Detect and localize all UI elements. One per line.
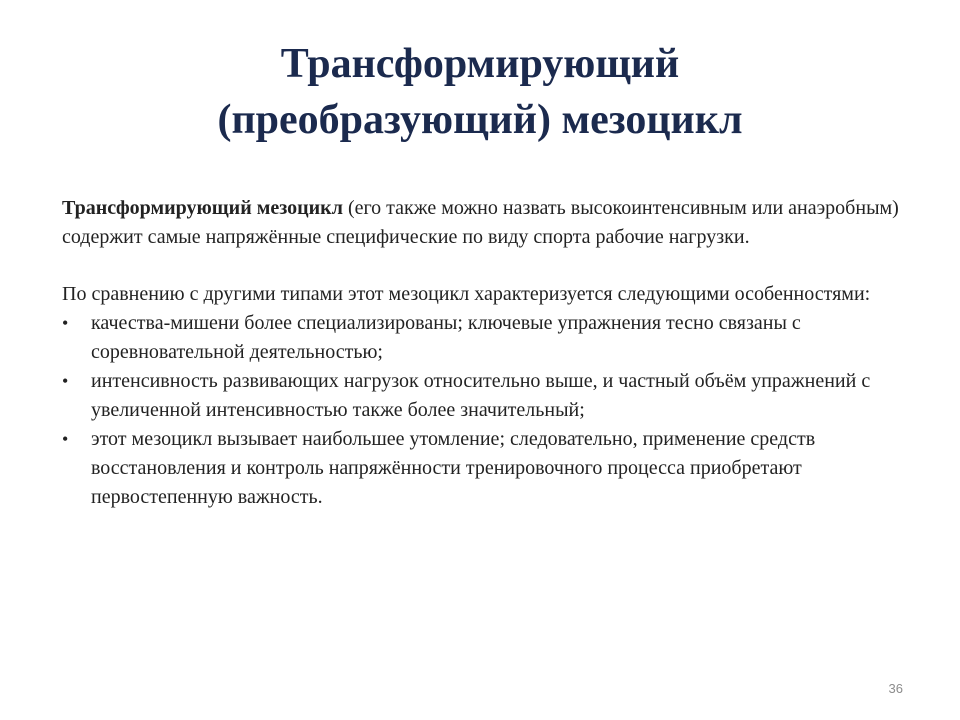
page-number: 36 bbox=[888, 681, 903, 696]
features-list bbox=[62, 309, 902, 512]
feature-text: качества-мишени более специализированы; ключевые упражнения тесно связаны с соревновательной деятельностью; bbox=[91, 312, 801, 363]
bullet-icon: • bbox=[62, 313, 69, 333]
slide-title-line-1: Трансформирующий bbox=[280, 41, 680, 87]
feature-text: этот мезоцикл вызывает наибольшее утомление; следовательно, применение средств восстановления и контроль напряжённости тренировочного процесса приобретают первостепенную важность. bbox=[91, 428, 816, 508]
feature-item bbox=[62, 367, 902, 425]
bullet-icon: • bbox=[62, 429, 69, 449]
slide-title bbox=[80, 36, 880, 148]
slide-body bbox=[62, 194, 902, 512]
feature-item bbox=[62, 425, 902, 512]
slide-title-line-2: (преобразующий) мезоцикл bbox=[217, 97, 743, 143]
intro-term: Трансформирующий мезоцикл bbox=[62, 197, 343, 219]
feature-item bbox=[62, 309, 902, 367]
intro-paragraph bbox=[62, 194, 902, 252]
comparison-paragraph: По сравнению с другими типами этот мезоцикл характеризуется следующими особенностями: bbox=[62, 283, 871, 305]
bullet-icon: • bbox=[62, 371, 69, 391]
intro-description: (его также можно назвать высокоинтенсивным или анаэробным) содержит самые напряжённые специфические по виду спорта рабочие нагрузки. bbox=[62, 197, 899, 248]
feature-text: интенсивность развивающих нагрузок относительно выше, и частный объём упражнений с увеличенной интенсивностью также более значительный; bbox=[91, 370, 871, 421]
